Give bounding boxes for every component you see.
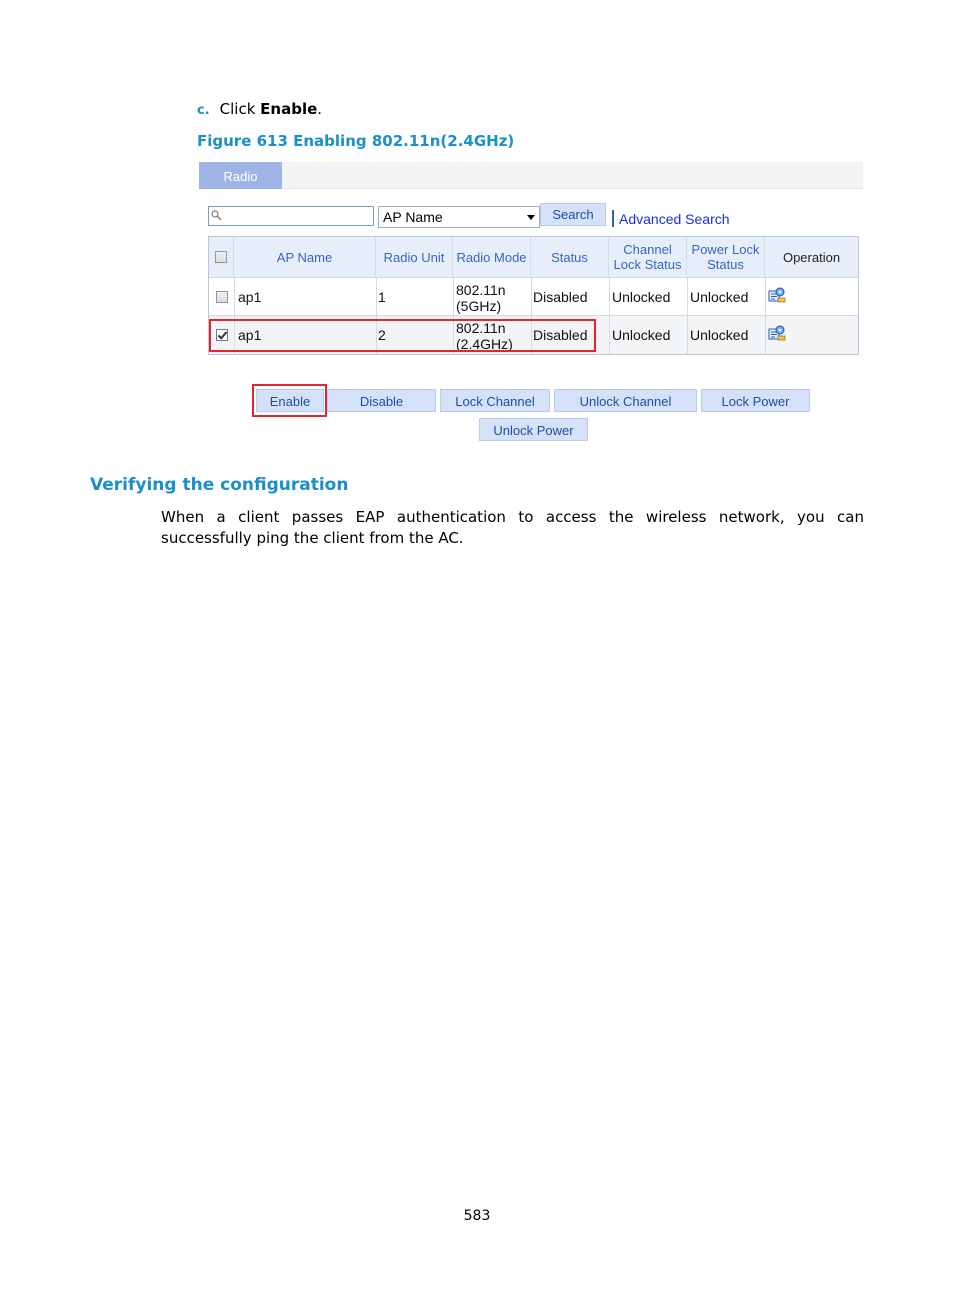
separator	[612, 210, 614, 227]
row-channel-lock: Unlocked	[612, 327, 671, 343]
row-radio-unit: 2	[378, 327, 386, 343]
header-status[interactable]: Status	[531, 237, 609, 277]
dropdown-arrow-icon	[527, 215, 535, 220]
search-text[interactable]	[223, 207, 371, 225]
column-divider	[687, 277, 688, 354]
row-status: Disabled	[533, 289, 588, 305]
section-title: Verifying the configuration	[90, 475, 349, 495]
config-icon[interactable]	[768, 325, 786, 341]
header-radio-mode[interactable]: Radio Mode	[453, 237, 531, 277]
header-channel-lock-status[interactable]	[609, 237, 687, 277]
row-radio-mode-line2: (5GHz)	[456, 298, 502, 314]
row-ap-name: ap1	[238, 289, 262, 305]
tab-radio[interactable]: Radio	[199, 162, 282, 189]
step-marker: c.	[197, 103, 210, 118]
header-power-lock-line1: Power Lock	[691, 242, 760, 257]
figure-caption: Figure 613 Enabling 802.11n(2.4GHz)	[197, 132, 515, 150]
enable-highlight-box	[252, 384, 327, 417]
row-power-lock: Unlocked	[690, 327, 749, 343]
row-checkbox[interactable]	[216, 291, 228, 303]
row-status: Disabled	[533, 327, 588, 343]
header-power-lock-line2: Status	[707, 257, 744, 272]
header-radio-unit[interactable]: Radio Unit	[376, 237, 453, 277]
row-highlight-box	[209, 319, 596, 352]
page-number: 583	[463, 1208, 491, 1224]
unlock-power-button[interactable]: Unlock Power	[479, 418, 588, 441]
enable-button[interactable]: Enable	[256, 389, 324, 412]
step-suffix: .	[317, 100, 323, 118]
column-divider	[765, 277, 766, 354]
header-operation: Operation	[765, 237, 858, 277]
row-ap-name: ap1	[238, 327, 262, 343]
select-all-checkbox[interactable]	[215, 251, 227, 263]
row-radio-mode-line1: 802.11n	[456, 282, 506, 298]
step-line	[197, 100, 322, 118]
step-action: Enable	[260, 100, 318, 118]
search-icon	[211, 210, 222, 221]
header-channel-lock-line2: Lock Status	[613, 257, 682, 272]
header-power-lock-status[interactable]	[687, 237, 765, 277]
section-body: When a client passes EAP authentication to access the wireless network, you can successfully ping the client from the AC.	[161, 508, 864, 547]
column-divider	[609, 277, 610, 354]
advanced-search-link[interactable]: Advanced Search	[619, 211, 730, 227]
row-channel-lock: Unlocked	[612, 289, 671, 305]
row-radio-mode-line2: (2.4GHz)	[456, 336, 513, 352]
header-channel-lock-line1: Channel	[623, 242, 672, 257]
search-input[interactable]	[208, 206, 374, 226]
unlock-channel-button[interactable]: Unlock Channel	[554, 389, 697, 412]
config-icon[interactable]	[768, 287, 786, 303]
lock-channel-button[interactable]: Lock Channel	[440, 389, 550, 412]
row-power-lock: Unlocked	[690, 289, 749, 305]
header-select-all-cell	[209, 237, 234, 277]
row-radio-mode-line1: 802.11n	[456, 320, 506, 336]
search-button[interactable]: Search	[540, 203, 606, 226]
tab-bar	[199, 162, 863, 189]
disable-button[interactable]: Disable	[327, 389, 436, 412]
step-prefix: Click	[219, 100, 261, 118]
search-field-value: AP Name	[383, 209, 443, 225]
row-radio-unit: 1	[378, 289, 386, 305]
header-ap-name[interactable]: AP Name	[234, 237, 376, 277]
search-field-select[interactable]	[378, 206, 540, 228]
lock-power-button[interactable]: Lock Power	[701, 389, 810, 412]
